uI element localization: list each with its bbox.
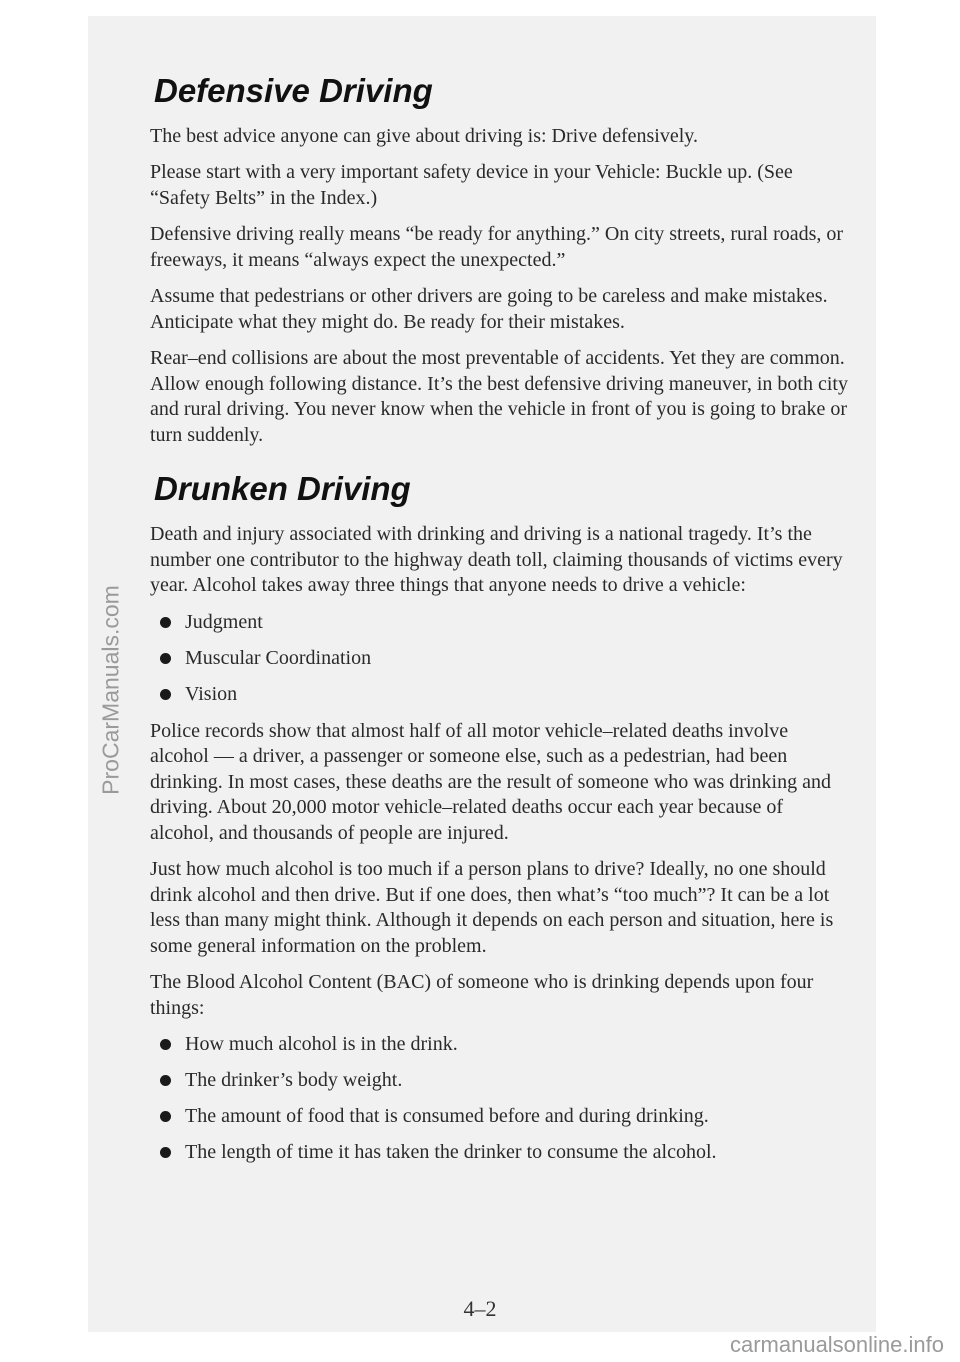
list-item-text: The length of time it has taken the drinker to consume the alcohol. — [185, 1141, 717, 1164]
list-item — [160, 1032, 850, 1057]
bullet-icon — [160, 653, 171, 664]
list-item-text: The drinker’s body weight. — [185, 1069, 403, 1092]
side-watermark: ProCarManuals.com — [97, 585, 124, 795]
paragraph: Police records show that almost half of all motor vehicle–related deaths involve alcohol — a driver, a passenger or someone else, such as a pedestrian, had been drinking. In most cases, these deaths are the result of someone who was drinking and driving. About 20,000 motor vehicle–related deaths occur each year because of alcohol, and thousands of people are injured. — [150, 719, 831, 844]
list-item — [160, 1104, 850, 1129]
list-item — [160, 1068, 850, 1093]
list-item-text: The amount of food that is consumed before and during drinking. — [185, 1105, 709, 1128]
paragraph: Rear–end collisions are about the most preventable of accidents. Yet they are common. Allow enough following distance. It’s the best defensive driving maneuver, in both city and rural driving. You never know when the vehicle in front of you is going to brake or turn suddenly. — [150, 347, 848, 446]
bullet-icon — [160, 1075, 171, 1086]
paragraph: The Blood Alcohol Content (BAC) of someone who is drinking depends upon four things: — [150, 971, 814, 1019]
page-content — [150, 72, 850, 1177]
section-heading-defensive-driving: Defensive Driving — [154, 72, 433, 109]
list-item-text: How much alcohol is in the drink. — [185, 1033, 458, 1056]
bullet-list-abilities — [150, 610, 850, 707]
bullet-icon — [160, 689, 171, 700]
bullet-icon — [160, 1147, 171, 1158]
list-item — [160, 1140, 850, 1165]
bullet-icon — [160, 1039, 171, 1050]
list-item — [160, 610, 850, 635]
page-number: 4–2 — [463, 1296, 497, 1321]
bullet-list-bac-factors — [150, 1032, 850, 1165]
list-item-text: Muscular Coordination — [185, 646, 372, 669]
paragraph: The best advice anyone can give about driving is: Drive defensively. — [150, 124, 698, 147]
list-item-text: Judgment — [185, 610, 263, 633]
list-item — [160, 682, 850, 707]
bullet-icon — [160, 1111, 171, 1122]
list-item — [160, 646, 850, 671]
paragraph: Defensive driving really means “be ready for anything.” On city streets, rural roads, or freeways, it means “always expect the unexpected.” — [150, 223, 844, 271]
bullet-icon — [160, 617, 171, 628]
paragraph: Assume that pedestrians or other drivers are going to be careless and make mistakes. Anticipate what they might do. Be ready for their mistakes. — [150, 285, 828, 333]
list-item-text: Vision — [185, 682, 238, 705]
paragraph: Please start with a very important safety device in your Vehicle: Buckle up. (See “Safety Belts” in the Index.) — [150, 161, 793, 209]
paragraph: Death and injury associated with drinking and driving is a national tragedy. It’s the number one contributor to the highway death toll, claiming thousands of victims every year. Alcohol takes away three things that anyone needs to drive a vehicle: — [150, 523, 843, 597]
bottom-watermark: carmanualsonline.info — [729, 1332, 944, 1357]
section-heading-drunken-driving: Drunken Driving — [154, 470, 411, 508]
paragraph: Just how much alcohol is too much if a person plans to drive? Ideally, no one should drink alcohol and then drive. But if one does, then what’s “too much”? It can be a lot less than many might think. Although it depends on each person and situation, here is some general information on the problem. — [150, 858, 834, 957]
